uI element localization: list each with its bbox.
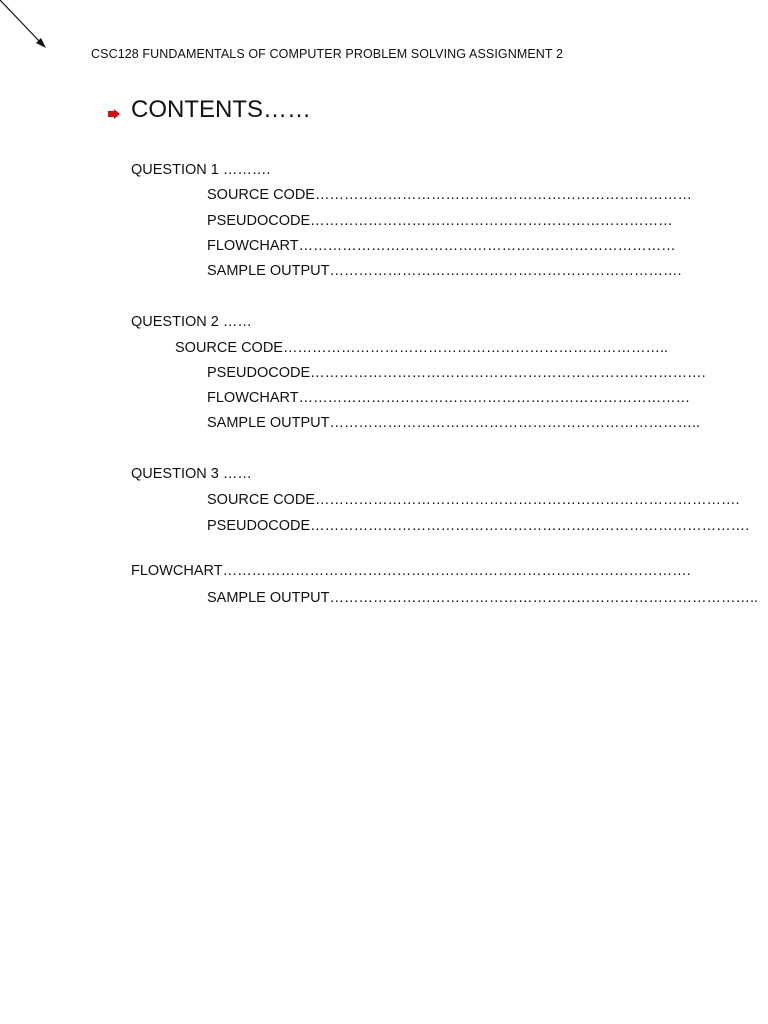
toc-q1-flowchart: FLOWCHART…………………………………………………………………… [207, 238, 676, 254]
document-header: CSC128 FUNDAMENTALS OF COMPUTER PROBLEM SOLVING ASSIGNMENT 2 [91, 47, 564, 61]
contents-title: CONTENTS…… [131, 96, 311, 123]
toc-q3-source-code: SOURCE CODE……………………………………………………………………………. [207, 492, 740, 508]
toc-q2-pseudocode: PSEUDOCODE………………………………………………………………………. [207, 365, 706, 381]
toc-q2-source-code: SOURCE CODE…………………………………………………………………….. [175, 340, 669, 356]
toc-sample-output: SAMPLE OUTPUT…………………………………………………………………………….. [207, 590, 759, 606]
toc-q3-pseudocode: PSEUDOCODE………………………………………………………………………………. [207, 518, 750, 534]
toc-q1-pseudocode: PSEUDOCODE………………………………………………………………… [207, 213, 673, 229]
toc-question-2: QUESTION 2 …… [131, 314, 252, 330]
toc-q1-source-code: SOURCE CODE…………………………………………………………………… [207, 187, 692, 203]
toc-q2-flowchart: FLOWCHART……………………………………………………………………… [207, 390, 691, 406]
toc-question-1: QUESTION 1 ………. [131, 162, 271, 178]
toc-q1-sample-output: SAMPLE OUTPUT………………………………………………………………. [207, 263, 682, 279]
bullet-icon [108, 109, 120, 119]
toc-question-3: QUESTION 3 …… [131, 466, 252, 482]
toc-flowchart: FLOWCHART……………………………………………………………………………………. [131, 563, 691, 579]
arrow-shape [0, 0, 52, 52]
toc-q2-sample-output: SAMPLE OUTPUT………………………………………………………………….. [207, 415, 701, 431]
